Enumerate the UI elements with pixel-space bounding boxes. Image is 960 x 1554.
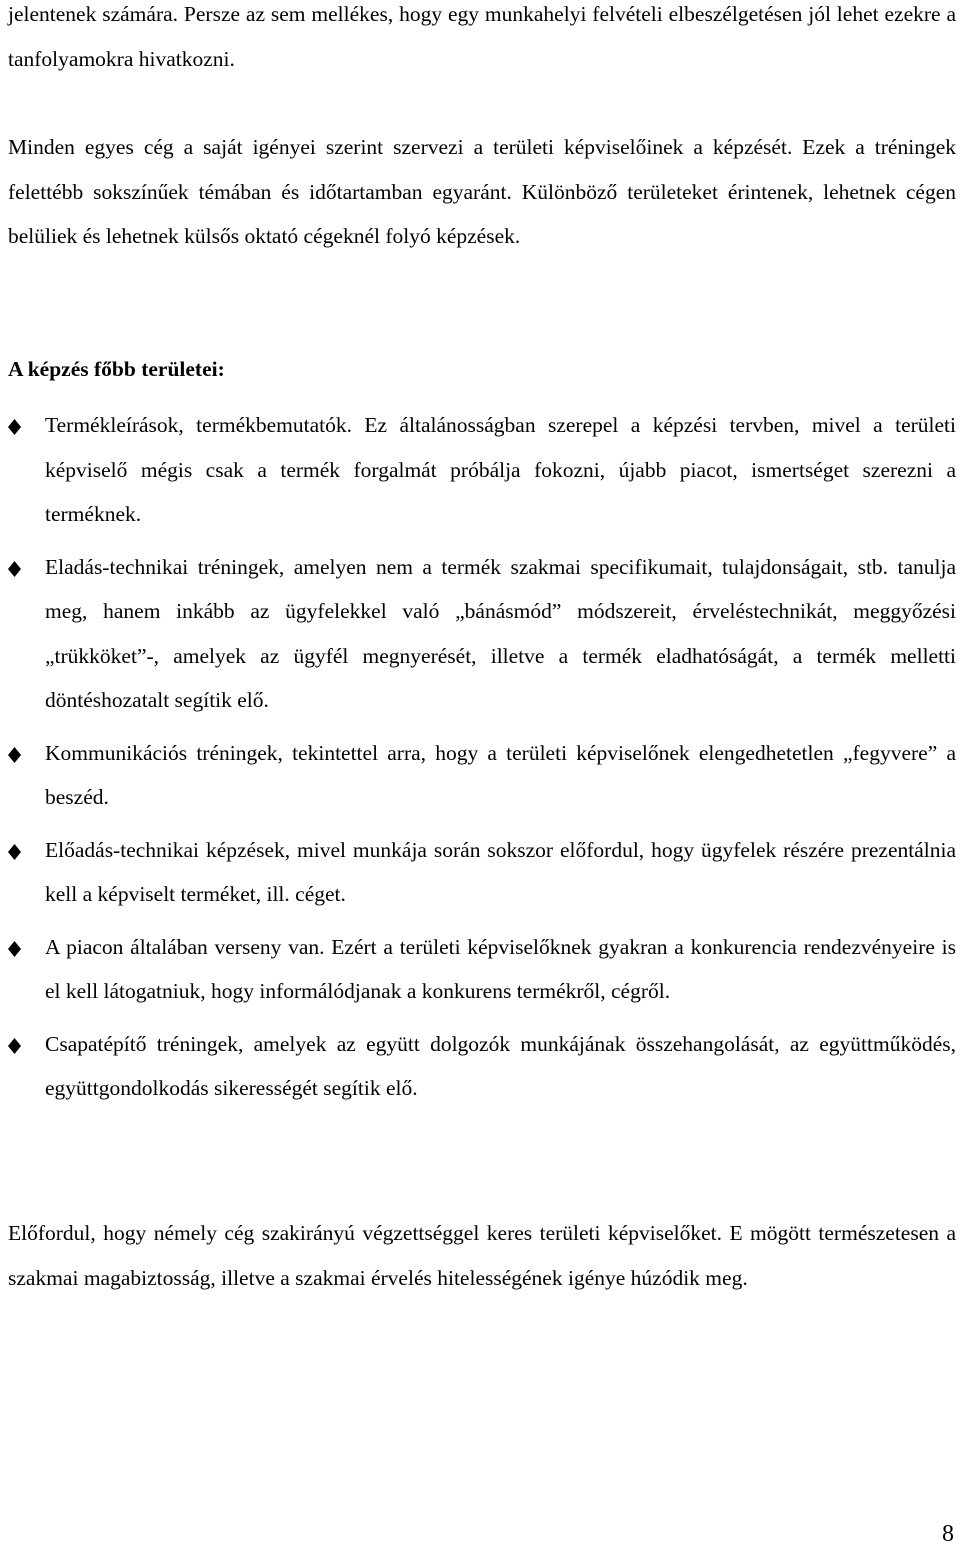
list-item-text: Eladás-technikai tréningek, amelyen nem a termék szakmai specifikumait, tulajdonságait, stb. tanulja meg, hanem inkább az ügyfelekkel való „bánásmód” módszereit, érveléstechnikát, meggyőzési „trükköket”-, amelyek az ügyfél megnyerését, illetve a termék eladhatóságát, a termék melletti döntéshozatalt segítik elő. (45, 554, 956, 712)
diamond-bullet-icon (8, 844, 21, 860)
intro-paragraph (8, 0, 956, 81)
list-item (0, 828, 956, 917)
diamond-bullet-icon (8, 941, 21, 957)
diamond-bullet-icon (8, 419, 21, 435)
list-item-text: Termékleírások, termékbemutatók. Ez általánosságban szerepel a képzési tervben, mivel a területi képviselő mégis csak a termék forgalmát próbálja fokozni, újabb piacot, ismertséget szerezni a terméknek. (45, 413, 956, 526)
paragraph-qualification: Előfordul, hogy némely cég szakirányú végzettséggel keres területi képviselőket. E mögött természetesen a szakmai magabiztosság, illetve a szakmai érvelés hitelességének igénye húzódik meg. (8, 1221, 956, 1290)
diamond-bullet-icon (8, 561, 21, 577)
list-item (0, 545, 956, 723)
list-item-text: Csapatépítő tréningek, amelyek az együtt dolgozók munkájának összehangolását, az együttműködés, együttgondolkodás sikerességét segítik elő. (45, 1031, 956, 1100)
paragraph-training-references: jelentenek számára. Persze az sem mellékes, hogy egy munkahelyi felvételi elbeszélgetésen jól lehet ezekre a tanfolyamokra hivatkozni. (8, 2, 956, 71)
diamond-bullet-icon (8, 1038, 21, 1054)
page-number: 8 (942, 1521, 954, 1547)
heading-block (8, 347, 956, 392)
list-item-text: Előadás-technikai képzések, mivel munkája során sokszor előfordul, hogy ügyfelek részére prezentálnia kell a képviselt terméket, ill. céget. (45, 837, 956, 906)
list-item-text: A piacon általában verseny van. Ezért a területi képviselőknek gyakran a konkurencia rendezvényeire is el kell látogatniuk, hogy informálódjanak a konkurens termékről, cégről. (45, 934, 956, 1003)
closing-paragraph-block (8, 1211, 956, 1300)
list-item-text: Kommunikációs tréningek, tekintettel arra, hogy a területi képviselőnek elengedhetetlen „fegyvere” a beszéd. (45, 740, 956, 809)
list-item (0, 731, 956, 820)
company-training-paragraph-block (8, 125, 956, 259)
section-heading: A képzés főbb területei: (8, 357, 225, 381)
list-item (0, 925, 956, 1014)
paragraph-company-training: Minden egyes cég a saját igényei szerint szervezi a területi képviselőinek a képzését. Ezek a tréningek felettébb sokszínűek témában és időtartamban egyaránt. Különböző területeket érintenek, lehetnek cégen belüliek és lehetnek külsős oktató cégeknél folyó képzések. (8, 135, 956, 248)
training-areas-list (0, 403, 956, 1119)
list-item (0, 1022, 956, 1111)
list-item (0, 403, 956, 537)
diamond-bullet-icon (8, 747, 21, 763)
